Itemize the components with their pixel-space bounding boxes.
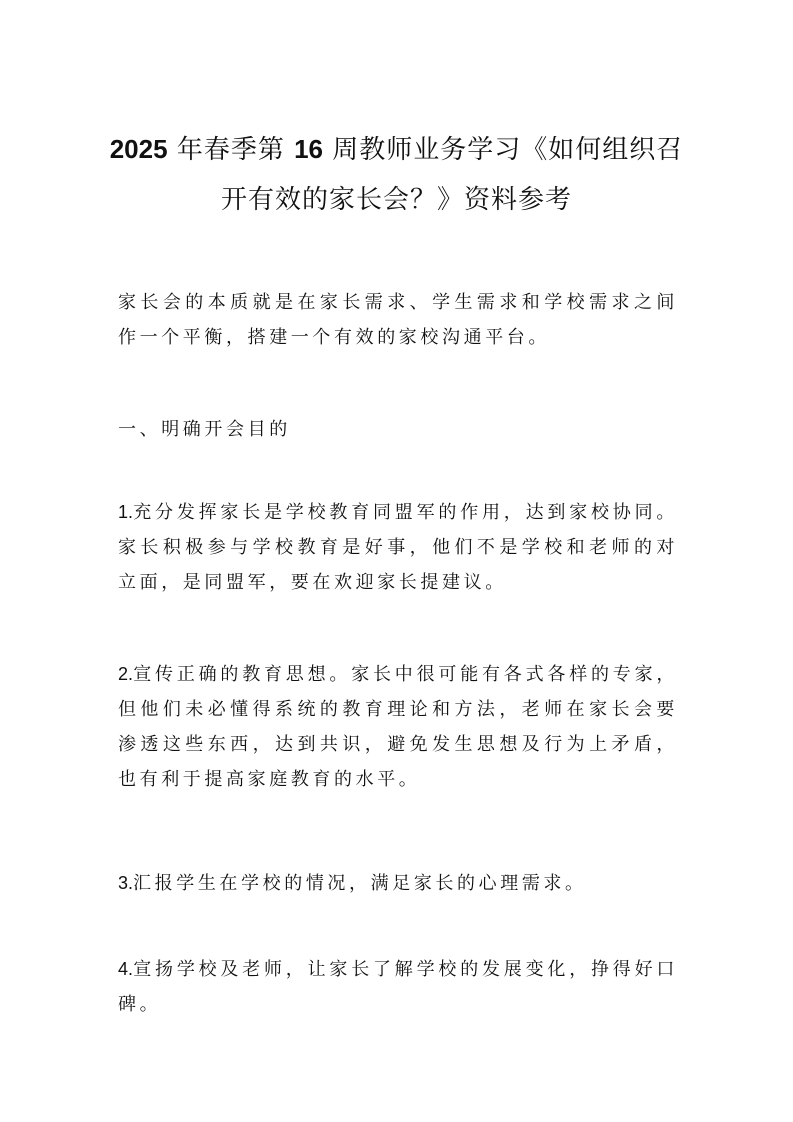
- title-week: 16: [294, 134, 324, 164]
- intro-paragraph: 家长会的本质就是在家长需求、学生需求和学校需求之间作一个平衡，搭建一个有效的家校沟通平台。: [118, 292, 678, 348]
- item-number: 1.: [118, 502, 134, 522]
- document-title: [100, 124, 693, 225]
- list-item-2: [118, 657, 678, 797]
- item-number: 3.: [118, 873, 134, 893]
- title-part1: 年春季第: [167, 135, 295, 165]
- item-text: 宣传正确的教育思想。家长中很可能有各式各样的专家，但他们未必懂得系统的教育理论和方法，老师在家长会要渗透这些东西，达到共识，避免发生思想及行为上矛盾，也有利于提高家庭教育的水平。: [118, 664, 678, 790]
- list-item-3: [118, 866, 678, 901]
- item-text: 充分发挥家长是学校教育同盟军的作用，达到家校协同。家长积极参与学校教育是好事，他们不是学校和老师的对立面，是同盟军，要在欢迎家长提建议。: [118, 502, 678, 593]
- list-item-1: [118, 495, 678, 600]
- item-text: 汇报学生在学校的情况，满足家长的心理需求。: [133, 873, 587, 894]
- item-number: 2.: [118, 664, 134, 684]
- title-year: 2025: [109, 134, 168, 164]
- title-part2: 周教师业务学习《如何组织召开有效的家长会？》资料参考: [220, 135, 684, 215]
- section-heading: 一、明确开会目的: [118, 419, 291, 440]
- item-text: 宣扬学校及老师，让家长了解学校的发展变化，挣得好口碑。: [118, 959, 678, 1015]
- list-item-4: [118, 952, 678, 1022]
- item-number: 4.: [118, 959, 134, 979]
